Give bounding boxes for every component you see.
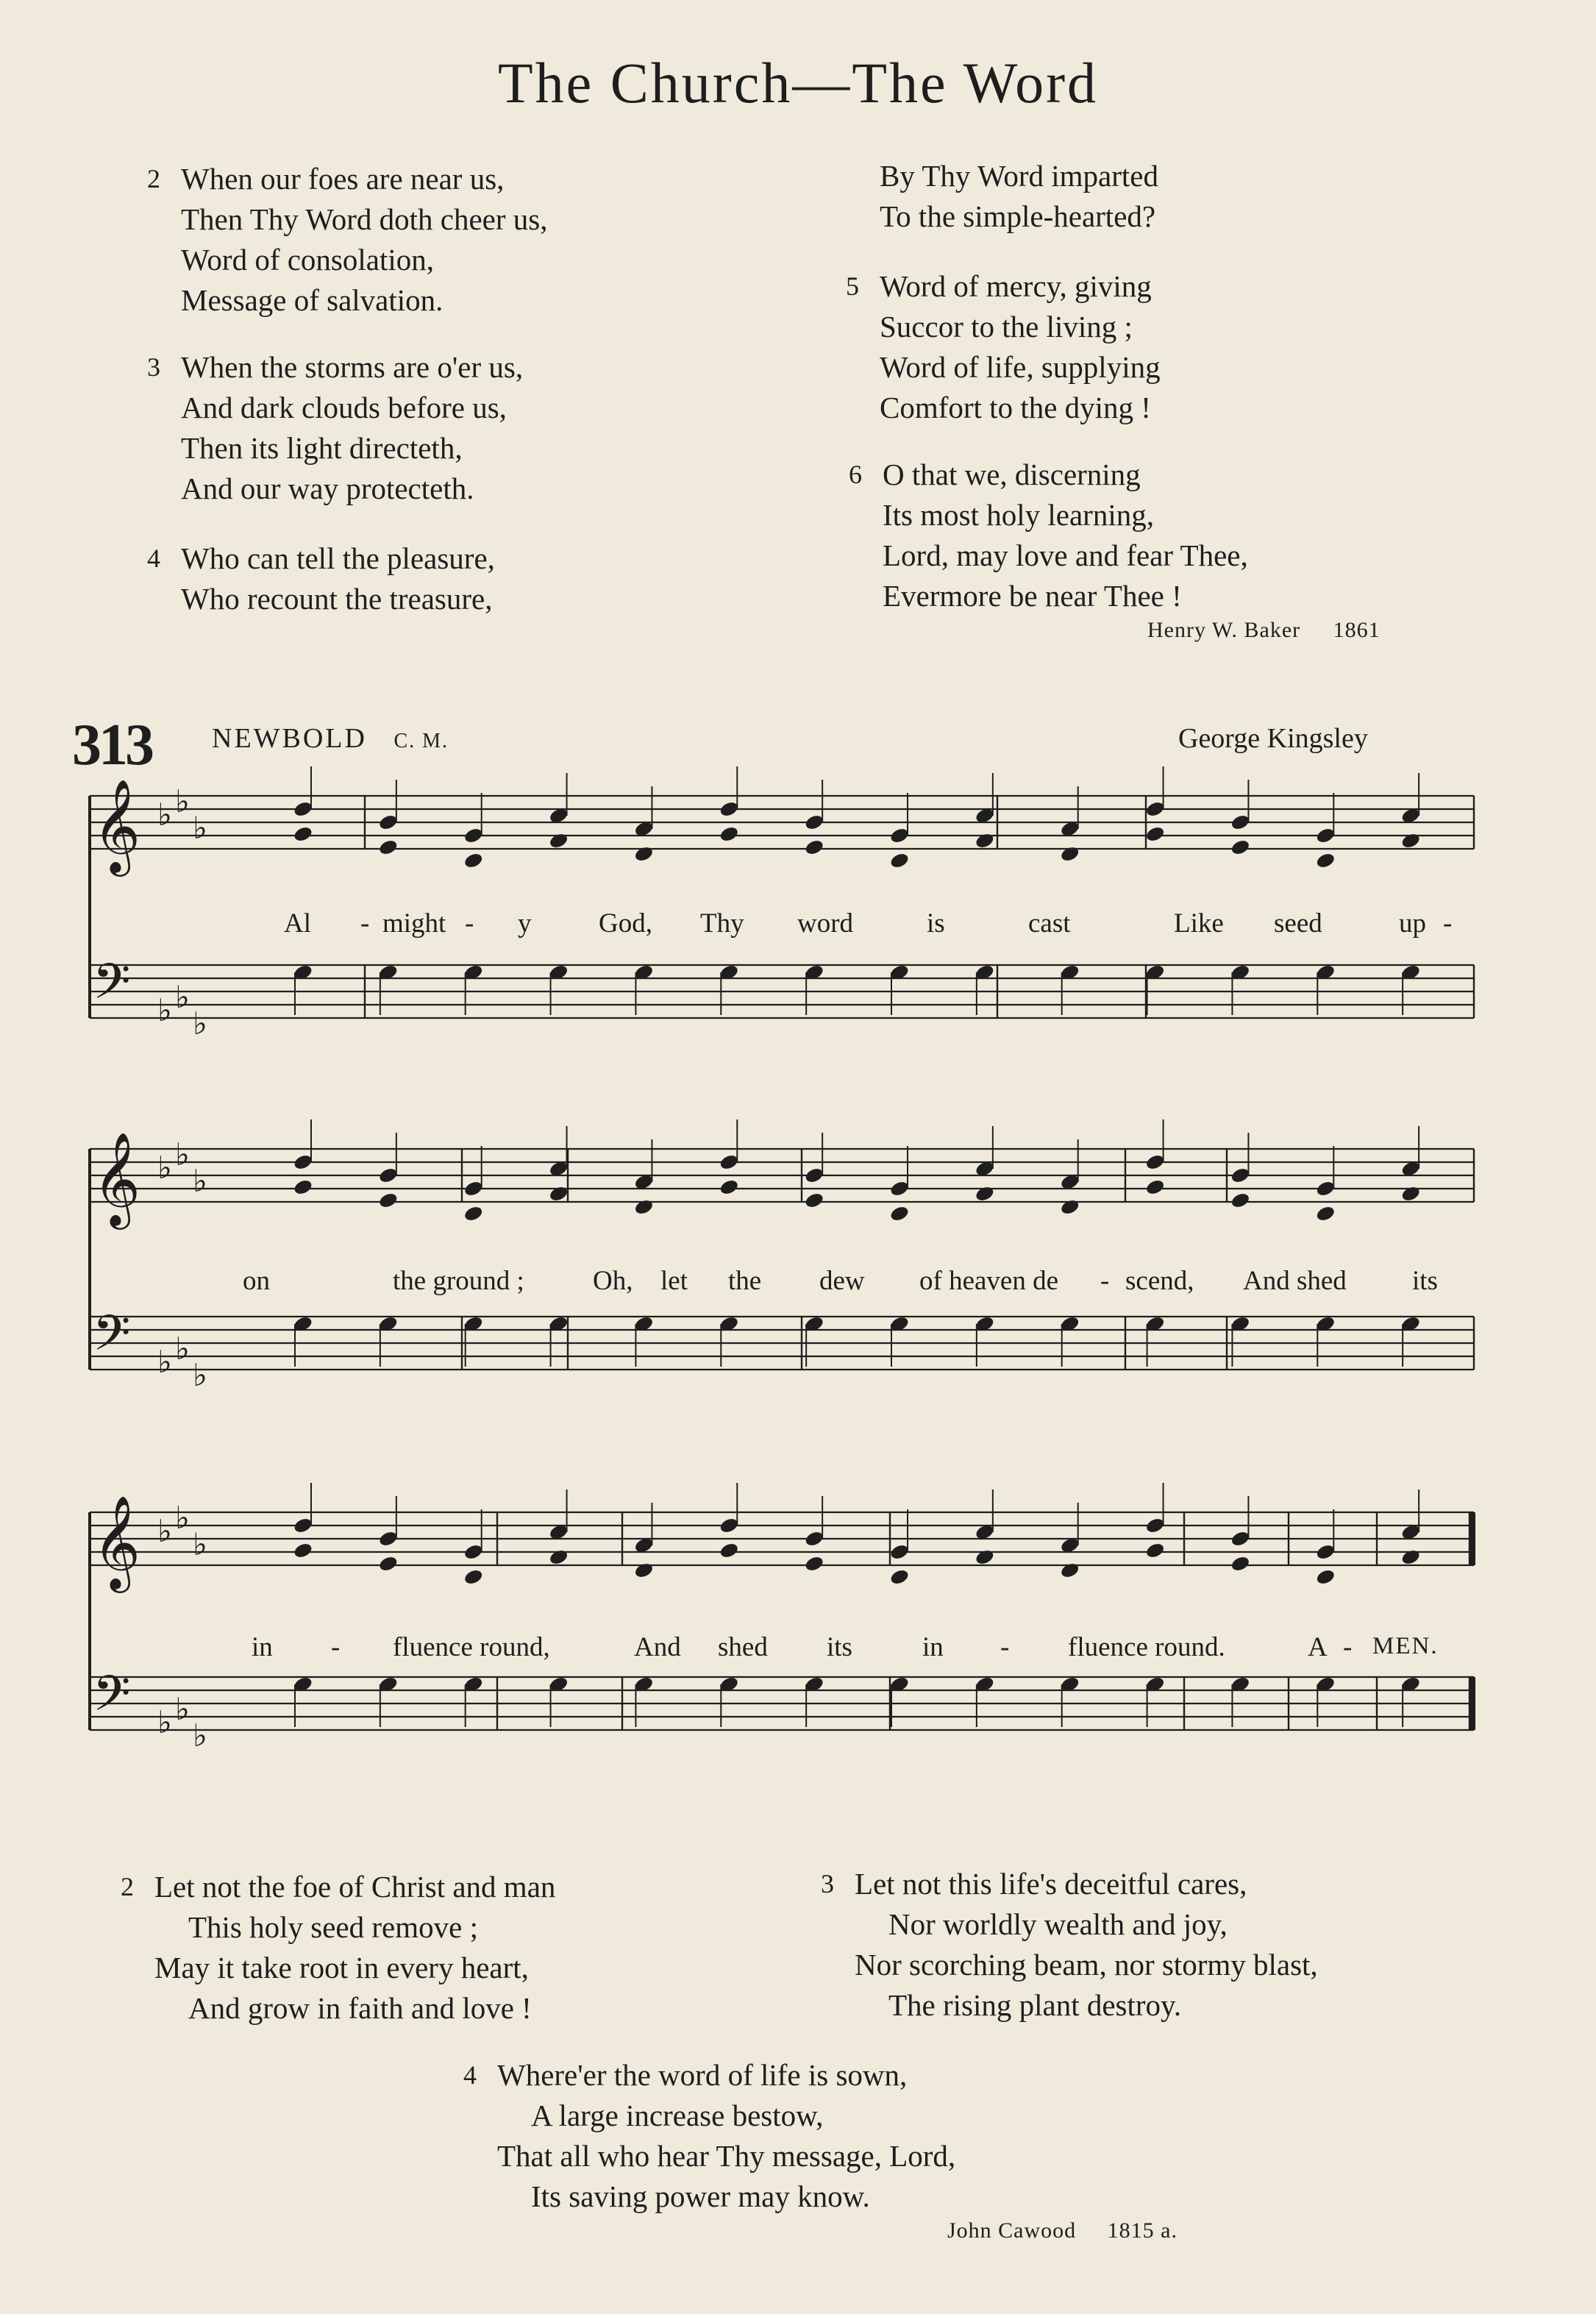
stanza-number: 2 bbox=[121, 1872, 134, 1901]
note-head bbox=[1144, 800, 1166, 819]
note-head bbox=[633, 1198, 655, 1217]
note-head bbox=[463, 1180, 484, 1198]
lyric-syllable: God, bbox=[599, 908, 652, 939]
flat-icon: ♭ bbox=[193, 1005, 207, 1042]
flat-icon: ♭ bbox=[157, 1150, 172, 1186]
lyric-syllable: And shed bbox=[1243, 1266, 1347, 1296]
flat-icon: ♭ bbox=[175, 1136, 190, 1172]
lyric-syllable: seed bbox=[1274, 908, 1322, 939]
note-head bbox=[975, 832, 996, 850]
note-head bbox=[1230, 1167, 1251, 1185]
flat-icon: ♭ bbox=[193, 1357, 207, 1393]
lyric-syllable: Thy bbox=[700, 908, 744, 939]
note-head bbox=[1144, 1517, 1166, 1535]
flat-icon: ♭ bbox=[193, 1163, 207, 1199]
stanza-number: 2 bbox=[147, 164, 160, 193]
tune-meter: C. M. bbox=[393, 730, 449, 752]
note-head bbox=[293, 1153, 314, 1172]
stanza-number: 4 bbox=[463, 2060, 477, 2090]
bottom-stanza-3 bbox=[821, 1864, 1318, 2026]
stanza-number: 6 bbox=[849, 460, 862, 489]
stanza-line: A large increase bestow, bbox=[531, 2098, 824, 2132]
note-head bbox=[1315, 827, 1336, 845]
stanza-line: Let not this life's deceitful cares, bbox=[855, 1867, 1247, 1901]
flat-icon: ♭ bbox=[157, 797, 172, 833]
note-head bbox=[804, 1530, 825, 1548]
lyric-syllable: Like bbox=[1174, 908, 1224, 939]
lyric-syllable: dew bbox=[819, 1266, 865, 1296]
note-head bbox=[1230, 814, 1251, 832]
stanza-line: Comfort to the dying ! bbox=[880, 391, 1151, 424]
bass-clef-icon: 𝄢 bbox=[93, 1305, 131, 1373]
lyric-syllable: its bbox=[1412, 1266, 1438, 1296]
stanza-number: 5 bbox=[846, 271, 859, 301]
note-head bbox=[293, 1178, 314, 1197]
lyric-syllable: fluence round. bbox=[1068, 1632, 1225, 1662]
lyric-syllable: up bbox=[1399, 908, 1426, 939]
author-name: John Cawood bbox=[947, 2218, 1077, 2243]
note-head bbox=[463, 1543, 484, 1562]
bottom-stanza-2 bbox=[121, 1867, 556, 2029]
lyric-syllable: A bbox=[1308, 1632, 1328, 1662]
note-head bbox=[804, 839, 825, 857]
lyric-syllable: And bbox=[634, 1632, 681, 1662]
note-head bbox=[804, 814, 825, 832]
note-head bbox=[1315, 1543, 1336, 1562]
note-head bbox=[975, 1185, 996, 1203]
lyric-syllable: in bbox=[252, 1632, 273, 1662]
note-head bbox=[548, 1548, 569, 1567]
note-head bbox=[1315, 1568, 1336, 1587]
stanza-line: Word of life, supplying bbox=[880, 350, 1161, 384]
lyric-syllable: scend, bbox=[1125, 1266, 1194, 1296]
treble-clef-icon: 𝄞 bbox=[93, 778, 141, 872]
stanza-line: When our foes are near us, bbox=[181, 162, 505, 196]
stanza-line: And dark clouds before us, bbox=[181, 391, 507, 424]
flat-icon: ♭ bbox=[157, 1704, 172, 1740]
stanza-number: 3 bbox=[147, 352, 160, 382]
stanza-line: O that we, discerning bbox=[883, 458, 1141, 491]
note-head bbox=[633, 1562, 655, 1580]
note-head bbox=[293, 825, 314, 844]
note-head bbox=[1144, 1178, 1166, 1197]
composer: George Kingsley bbox=[1178, 723, 1368, 754]
stanza-line: Where'er the word of life is sown, bbox=[497, 2058, 908, 2092]
stanza-line: Lord, may love and fear Thee, bbox=[883, 538, 1248, 572]
note-head bbox=[889, 1180, 911, 1198]
lyric-syllable: Oh, bbox=[593, 1266, 633, 1296]
lyric-syllable: - bbox=[1000, 1632, 1010, 1662]
flat-icon: ♭ bbox=[157, 1513, 172, 1549]
note-head bbox=[719, 1517, 740, 1535]
lyric-syllable: the ground ; bbox=[393, 1266, 524, 1296]
note-head bbox=[889, 1205, 911, 1223]
lyric-syllable: - bbox=[1443, 908, 1453, 939]
stanza-line: By Thy Word imparted bbox=[880, 159, 1158, 193]
flat-icon: ♭ bbox=[175, 1331, 190, 1367]
lyric-syllable: its bbox=[827, 1632, 852, 1662]
stanza-line: Who recount the treasure, bbox=[181, 582, 493, 616]
stanza-line: Its most holy learning, bbox=[883, 498, 1154, 532]
note-head bbox=[804, 1167, 825, 1185]
treble-clef-icon: 𝄞 bbox=[93, 1131, 141, 1225]
stanza-line: And our way protecteth. bbox=[181, 471, 474, 505]
lyric-syllable: MEN. bbox=[1372, 1633, 1439, 1659]
flat-icon: ♭ bbox=[193, 1526, 207, 1562]
stanza-line: Evermore be near Thee ! bbox=[883, 579, 1182, 613]
note-head bbox=[804, 1555, 825, 1573]
flat-icon: ♭ bbox=[193, 810, 207, 846]
lyric-syllable: let bbox=[660, 1266, 688, 1296]
stanza-line: This holy seed remove ; bbox=[188, 1910, 478, 1944]
note-head bbox=[1315, 852, 1336, 870]
note-head bbox=[293, 1517, 314, 1535]
stanza-line: To the simple-hearted? bbox=[880, 199, 1156, 233]
stanza-line: Let not the foe of Christ and man bbox=[154, 1870, 556, 1904]
stanza-line: Then Thy Word doth cheer us, bbox=[181, 202, 548, 236]
stanza-line: Its saving power may know. bbox=[531, 2179, 870, 2213]
note-head bbox=[1059, 845, 1080, 864]
note-head bbox=[1400, 832, 1422, 850]
final-barline bbox=[1469, 1677, 1475, 1730]
stanza-line: Nor scorching beam, nor stormy blast, bbox=[855, 1948, 1318, 1982]
stanza-line: Succor to the living ; bbox=[880, 310, 1133, 343]
note-head bbox=[378, 1555, 399, 1573]
lyric-syllable: is bbox=[927, 908, 945, 939]
note-head bbox=[293, 1542, 314, 1560]
lyric-syllable: - bbox=[1100, 1266, 1110, 1296]
stanza-line: When the storms are o'er us, bbox=[181, 350, 524, 384]
note-head bbox=[1059, 1198, 1080, 1217]
note-head bbox=[463, 1205, 484, 1223]
page-title: The Church—The Word bbox=[497, 51, 1099, 115]
note-head bbox=[719, 1178, 740, 1197]
note-head bbox=[719, 1542, 740, 1560]
note-head bbox=[719, 825, 740, 844]
flat-icon: ♭ bbox=[175, 783, 190, 819]
stanza-line: The rising plant destroy. bbox=[888, 1988, 1182, 2022]
stanza-line: That all who hear Thy message, Lord, bbox=[497, 2139, 956, 2173]
note-head bbox=[975, 1548, 996, 1567]
note-head bbox=[1230, 1192, 1251, 1210]
lyric-syllable: word bbox=[797, 908, 854, 939]
bottom-stanza-4 bbox=[463, 2055, 956, 2217]
flat-icon: ♭ bbox=[175, 1691, 190, 1727]
author-year: 1861 bbox=[1333, 618, 1381, 642]
flat-icon: ♭ bbox=[175, 979, 190, 1015]
note-head bbox=[1315, 1205, 1336, 1223]
author-year: 1815 a. bbox=[1107, 2218, 1178, 2243]
flat-icon: ♭ bbox=[175, 1500, 190, 1536]
note-head bbox=[1144, 825, 1166, 844]
note-head bbox=[889, 1543, 911, 1562]
flat-icon: ♭ bbox=[157, 992, 172, 1028]
note-head bbox=[719, 1153, 740, 1172]
note-head bbox=[1400, 1548, 1422, 1567]
bass-clef-icon: 𝄢 bbox=[93, 953, 131, 1022]
note-head bbox=[633, 845, 655, 864]
stanza-line: Nor worldly wealth and joy, bbox=[888, 1907, 1228, 1941]
stanza-line: Message of salvation. bbox=[181, 283, 443, 317]
note-head bbox=[1400, 1185, 1422, 1203]
lyric-syllable: - bbox=[331, 1632, 341, 1662]
lyric-syllable: - bbox=[465, 908, 474, 939]
lyric-syllable: might bbox=[382, 908, 446, 939]
lyric-syllable: shed bbox=[718, 1632, 768, 1662]
note-head bbox=[1059, 1562, 1080, 1580]
note-head bbox=[378, 1530, 399, 1548]
note-head bbox=[463, 852, 484, 870]
stanza-line: Word of mercy, giving bbox=[880, 269, 1152, 303]
hymn-number: 313 bbox=[72, 713, 152, 777]
final-barline bbox=[1469, 1512, 1475, 1565]
note-head bbox=[293, 800, 314, 819]
lyric-syllable: fluence round, bbox=[393, 1632, 550, 1662]
lyric-syllable: in bbox=[922, 1632, 944, 1662]
note-head bbox=[1230, 1555, 1251, 1573]
note-head bbox=[378, 814, 399, 832]
note-head bbox=[889, 852, 911, 870]
stanza-number: 3 bbox=[821, 1869, 834, 1898]
note-head bbox=[548, 1185, 569, 1203]
note-head bbox=[804, 1192, 825, 1210]
note-head bbox=[1230, 1530, 1251, 1548]
stanza-line: May it take root in every heart, bbox=[154, 1951, 529, 1984]
note-head bbox=[378, 1192, 399, 1210]
flat-icon: ♭ bbox=[157, 1344, 172, 1380]
lyric-syllable: y bbox=[518, 908, 532, 939]
note-head bbox=[1230, 839, 1251, 857]
note-head bbox=[1144, 1542, 1166, 1560]
lyric-syllable: on bbox=[243, 1266, 270, 1296]
stanza-line: Who can tell the pleasure, bbox=[181, 541, 495, 575]
note-head bbox=[463, 827, 484, 845]
note-head bbox=[889, 1568, 911, 1587]
lyric-syllable: - bbox=[360, 908, 370, 939]
note-head bbox=[889, 827, 911, 845]
note-head bbox=[378, 839, 399, 857]
lyric-syllable: Al bbox=[284, 908, 311, 939]
lyric-syllable: cast bbox=[1028, 908, 1071, 939]
note-head bbox=[1315, 1180, 1336, 1198]
stanza-line: Word of consolation, bbox=[181, 243, 434, 277]
stanza-line: Then its light directeth, bbox=[181, 431, 463, 465]
treble-clef-icon: 𝄞 bbox=[93, 1495, 141, 1589]
stanza-number: 4 bbox=[147, 544, 160, 573]
author-name: Henry W. Baker bbox=[1147, 618, 1301, 642]
note-head bbox=[548, 832, 569, 850]
bass-clef-icon: 𝄢 bbox=[93, 1665, 131, 1734]
flat-icon: ♭ bbox=[193, 1717, 207, 1754]
tune-name: NEWBOLD bbox=[212, 723, 367, 754]
note-head bbox=[463, 1568, 484, 1587]
note-head bbox=[378, 1167, 399, 1185]
bottom-attribution bbox=[947, 2218, 1178, 2243]
stanza-line: And grow in faith and love ! bbox=[188, 1991, 532, 2025]
note-head bbox=[1144, 1153, 1166, 1172]
note-head bbox=[719, 800, 740, 819]
lyric-syllable: of heaven de bbox=[919, 1266, 1059, 1296]
lyric-syllable: the bbox=[728, 1266, 762, 1296]
lyric-syllable: - bbox=[1343, 1632, 1353, 1662]
